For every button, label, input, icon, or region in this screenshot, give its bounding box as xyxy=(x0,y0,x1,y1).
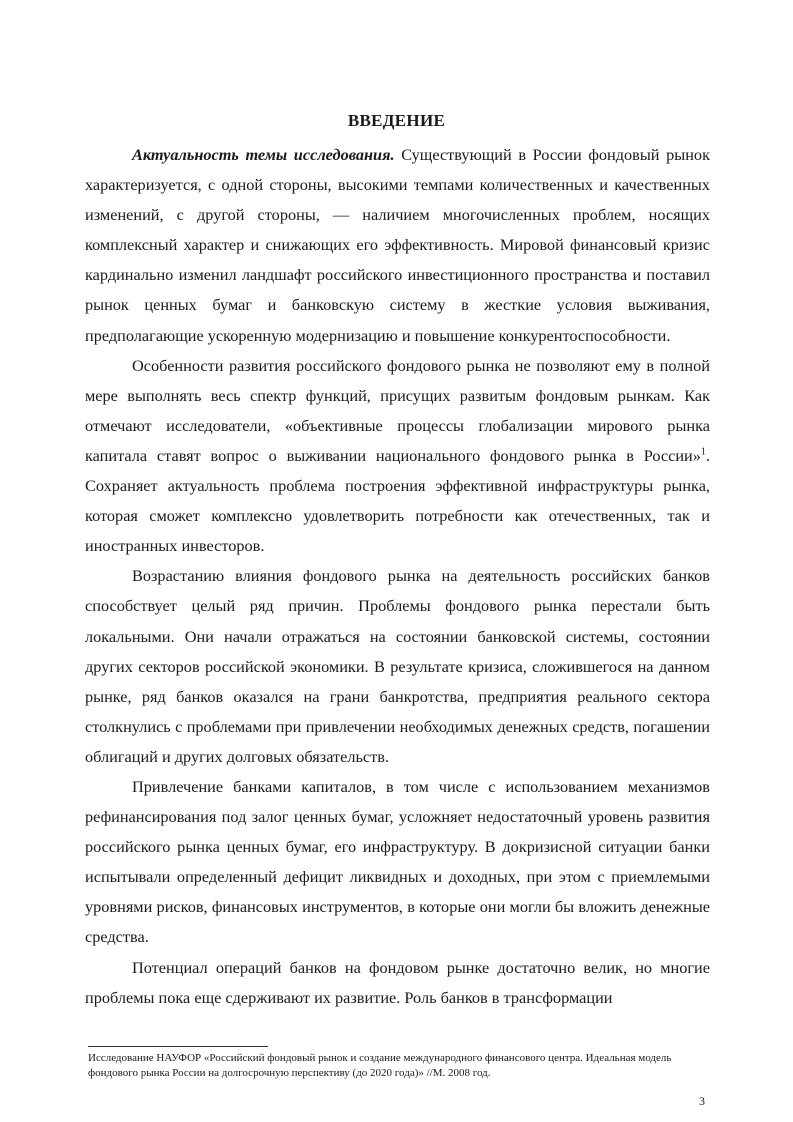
page-number: 3 xyxy=(699,1094,705,1108)
paragraph-5: Потенциал операций банков на фондовом рынке достаточно велик, но многие проблемы пока еще сдерживают их развитие. Роль банков в трансформации xyxy=(85,957,710,1007)
paragraph-4: Привлечение банками капиталов, в том числе с использованием механизмов рефинансирования под залог ценных бумаг, усложняет недостаточный уровень развития российского рынка ценных бумаг, его инфраструктуру. В докризисной ситуации банки испытывали определенный дефицит ликвидных и доходных, при этом с приемлемыми уровнями рисков, финансовых инструментов, в которые они могли бы вложить денежные средства. xyxy=(85,776,710,947)
paragraph-2 xyxy=(85,351,710,562)
page-title: ВВЕДЕНИЕ xyxy=(347,111,446,130)
paragraph-1 xyxy=(85,140,710,351)
paragraph-2-text-b: . Сохраняет актуальность проблема построения эффективной инфраструктуры рынка, которая сможет комплексно удовлетворить потребности как отечественных, так и иностранных инвесторов. xyxy=(85,445,710,556)
paragraph-2-text-a: Особенности развития российского фондового рынка не позволяют ему в полной мере выполнять весь спектр функций, присущих развитым фондовым рынкам. Как отмечают исследователи, «объективные процессы глобализации мирового рынка капитала ставят вопрос о выживании национального фондового рынка в России» xyxy=(85,355,710,465)
footnote: Исследование НАУФОР «Российский фондовый рынок и создание международного финансового центра. Идеальная модель фондового рынка России на долгосрочную перспективу (до 2020 года)» //М. 2008 год. xyxy=(88,1052,672,1079)
footnote-reference: 1 xyxy=(700,446,706,458)
paragraph-3: Возрастанию влияния фондового рынка на деятельность российских банков способствует целый ряд причин. Проблемы фондового рынка перестали быть локальными. Они начали отражаться на состоянии банковской системы, состоянии других секторов российской экономики. В результате кризиса, сложившегося на данном рынке, ряд банков оказался на грани банкротства, предприятия реального сектора столкнулись с проблемами при привлечении необходимых денежных средств, погашении облигаций и других долговых обязательств. xyxy=(85,566,710,766)
paragraph-1-lead: Актуальность темы исследования. xyxy=(132,145,395,164)
paragraph-1-text: Существующий в России фондовый рынок характеризуется, с одной стороны, высокими темпами количественных и качественных изменений, с другой стороны, — наличием многочисленных проблем, носящих комплексный характер и снижающих его эффективность. Мировой финансовый кризис кардинально изменил ландшафт российского инвестиционного пространства и поставил рынок ценных бумаг и банковскую систему в жесткие условия выживания, предполагающие ускоренную модернизацию и повышение конкурентоспособности. xyxy=(85,145,710,345)
body-text xyxy=(85,140,710,1013)
footnote-divider xyxy=(88,1046,268,1047)
